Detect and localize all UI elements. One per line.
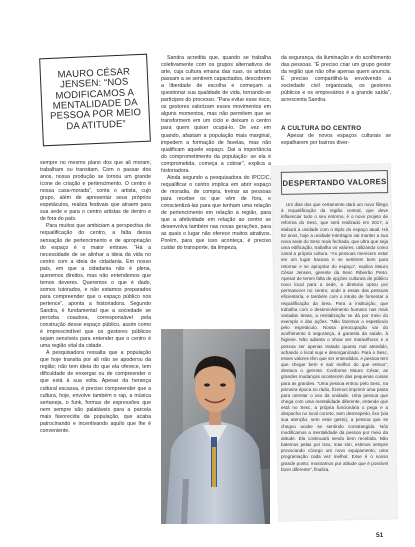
portrait-photo <box>161 329 270 524</box>
col1-paragraph-2: Para muitos que ambiciam a perspectiva de requalificação do centro, a falta dessa sensação de pertencimento e de apropriação do espaço é o maior entrave. “Há a necessidade de se alinhar a ideia da vida no centro com a ideia de cidadania. Em nosso país, em que a cidadania não é plena, queremos direitos, mas não entendemos que temos deveres. Queremos o que é dado, somos tutorados, e não estamos preparados para compreender que o espaço público nos pertence”, aponta a historiadora. Segundo Sandra, é fundamental que a sociedade se perceba coautora, corresponsável pela construção desse espaço público, assim como é imprescindível que os gestores públicos sejam sensíveis para entender que o centro é uma região vital da cidade. <box>40 223 151 350</box>
sidebar-body <box>281 202 388 473</box>
col1-paragraph-3: A pesquisadora ressalta que a população que hoje transita por ali não se apoderou da região; não tem ideia do que ela oferece, tem dificuldade de enxergar ou de compreender o que está à sua volta. Apesar da herança cultural escassa, é preciso compreender que a cultura, hoje, envolve também o rap, a música sertaneja, o funk, formas de expressões que nem sempre são palatáveis para a parcela mais favorecida da população, que acaba patrocinando e incentivando aquilo que lhe é conveniente. <box>40 350 151 434</box>
sidebar-content <box>281 171 388 473</box>
sidebar-paragraph: Um dias dos que certamente dará um novo fôlego à requalificação da região central, que deve influenciar todo o seu entorno, é o novo projeto de reforma do Sesc, que será realizado em 2017, a elaborá a unidade com o triplo do espaço atual. Há 52 anos, hoje a unidade Interlagos vai manter a sua nova sede do Sesc mais fechada, que ultra que seja uma edificação, trabalha os valores, utilizando como canal a própria cultura. “As pessoas merecem estar em um lugar bacana e se sentirem bem para retornar e se apropriar do espaço”, explica Mauro César Jensen, gerente da Sesc Ribeirão Preto. Apesar de terem falta de opções culturais de público novo local para a sede, a diretoria optou por permanecer no centro, onde a essas das pessoas eficientaría, e também com o intuito de fomentar a requalificação da área. Para a instituição, que trabalha com o desenvolvimento humano nas mais variadas áreas, a revitalização se dá por meio do exemplo e das ações. “Não fazemos o espetáculo pelo espetáculo. Nossa preocupação vai do acolhimento à segurança, à garantia da saúde, à higiene. Não adianta o show ser maravilhoso e a pessoa ser apenas tratado quanto mal atendido, achando o local sujo e desorganizado. Para o Sesc, esses valores têm que ser entendidos. A pessoa tem que chegar bem e sair melhor do que entrou”, destaca o gerente. Conforme Mauro César, as grandes mudanças acontecem das pequenas coisas para as grandes. “Uma pessoa entrou pelo Sesc, na primeira época no rádio, fizemos imprimir uma pasta para orientar o uso da unidade. Uma pessoa que chega com uma mentalidade diferente, entende que está no Sesc, a própria funcionária o pega e a despacha no local correto, sem desrespeito, lixo (via sua atenção, sem esse gesto), a pessoa que se chegou acabe se sentindo constrangida. Nós modificamos a mentalidade da pessoa por meio da atitude. Ela continuará sendo bem recebida. Não batemos pelas por isso, mas sim, estimos sempre provocando cócego um novo equipamento, uma programação cada vez melhor. Esse é o nosso grande ponto: mostramos por atitude que é possível fazer diferente”, finaliza. <box>281 202 388 472</box>
pull-quote-text: MAURO CÉSAR JENSEN: “NOS MODIFICAMOS A MENTALIDADE DA PESSOA POR MEIO DA ATITUDE” <box>49 66 142 133</box>
article-column-3 <box>281 55 391 104</box>
col1-paragraph-1: sempre no mesmo plano dos que ali moram, trabalham ou transitam. Com o passar dos anos, nossa produção se tornou um grande ícone de criação e pertencimento. O centro é nossa casa-morada”, conta o artista, cujo grupo, além de apresentar seus próprios espetáculos, realiza festivais que atraem para sua sede e para o centro artistas de dentro e de fora do país. <box>40 160 151 223</box>
portrait-illustration <box>161 329 270 524</box>
pull-quote-box <box>39 54 151 147</box>
section-lead-text: Apesar de novos espaços culturais se espalharem por bairros diver- <box>281 133 391 147</box>
article-column-1 <box>40 160 151 435</box>
article-column-2 <box>161 55 271 252</box>
section-heading-text: A CULTURA DO CENTRO <box>281 125 362 132</box>
col3-paragraph-1: da segurança, da iluminação e do acolhimento das pessoas. “É preciso criar um grupo gestor da região que não olhe apenas quem anuncia. É preciso compartilhá-la envolvendo a sociedade civil organizada, os gestores públicos e os empresários é a grande saída”, acrescenta Sandra. <box>281 55 391 104</box>
sidebar-box <box>275 165 394 520</box>
col2-paragraph-1: Sandra acredita que, quando se trabalha coletivamente com os grupos alternativos de arte, cuja cultura emana das ruas, os artistas passam a se sentirem capacitados, descobrem a liberdade de escolha e começam a questionar sua qualidade de vida, tornando-se partícipes do processo. “Para evitar esse risco, os gestores valorizam esses movimentos em alguns momentos, mas não permitem que se transformem em um ciclo e deixam o centro para quem quiser ocupá-lo. De vez em quando, afastam a população mais marginal, impedem a formação de favelas, mas não qualificam aquele espaço. Dai a importância do comprometimento da população: se ela é comprometida, começa a cobrar”, explica a historiadora. <box>161 55 271 174</box>
sidebar-title: DESPERTANDO VALORES <box>281 170 388 195</box>
section-heading <box>281 125 391 147</box>
col2-paragraph-2: Ainda segundo a pesquisadora do IPCCIC, requalificar o centro implica em abrir espaço de moradia, de compra, treinar as pessoas para receber os que vêm de fora, e conscientizá-las para que tenham uma relação de pertencimento em relação à região, para que a afetividade em relação ao centro se desenvolva também nas novas gerações, para as quais o lugar não oferece muitos atrativos. Porém, para que isso aconteça, é preciso cuidar do transporte, da limpeza, <box>161 174 271 252</box>
page-number: 51 <box>376 532 384 539</box>
